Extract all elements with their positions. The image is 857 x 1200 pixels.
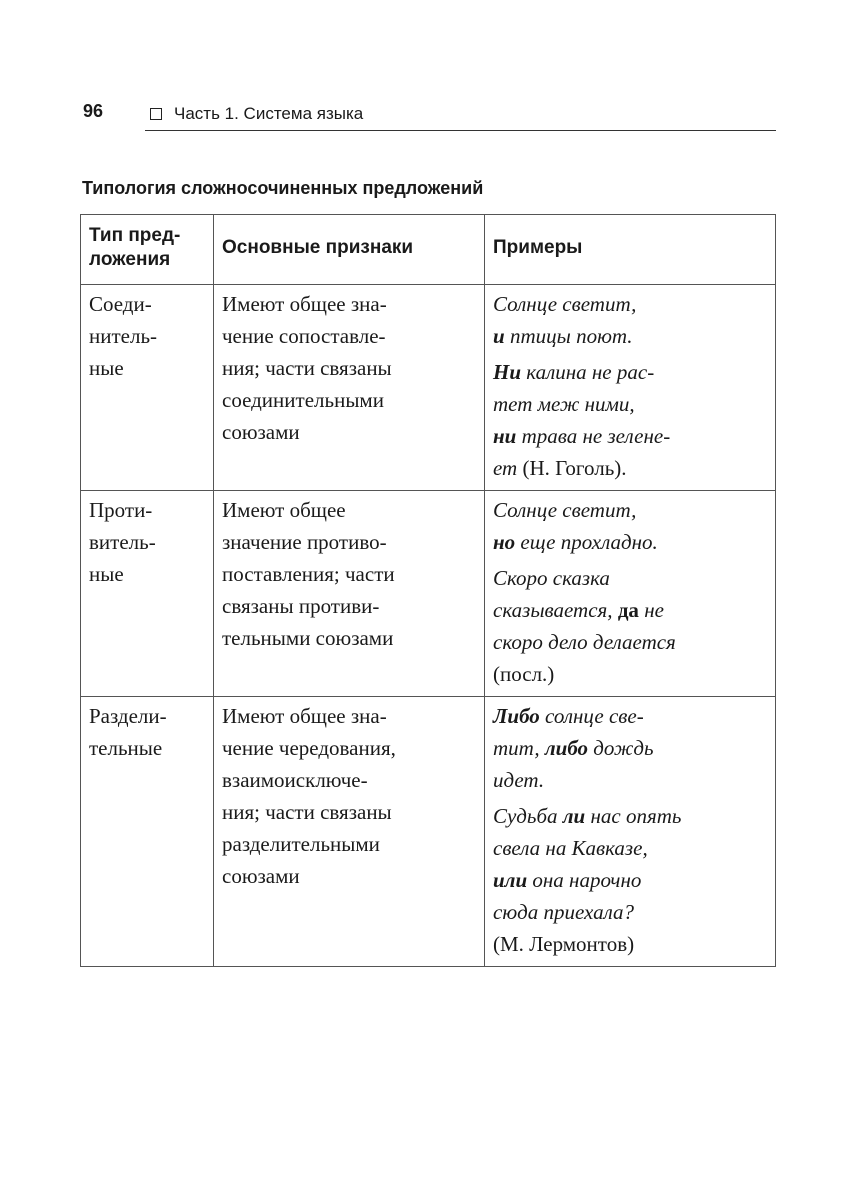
table-row (81, 697, 776, 967)
example-line (493, 626, 767, 658)
example-sentence (493, 800, 767, 960)
example-text: не (638, 598, 664, 622)
example-text: Солнце светит, (493, 498, 637, 522)
example-sentence (493, 700, 767, 796)
features-line: союзами (222, 420, 300, 444)
features-cell (214, 697, 485, 967)
column-header-type (81, 215, 214, 285)
features-cell (214, 491, 485, 697)
type-line: ные (89, 562, 124, 586)
example-text: нас опять (585, 804, 682, 828)
example-text: солнце све- (539, 704, 644, 728)
example-line (493, 494, 767, 526)
example-line (493, 658, 767, 690)
running-header (150, 104, 363, 124)
example-text: идет. (493, 768, 545, 792)
example-line (493, 388, 767, 420)
example-line (493, 764, 767, 796)
square-bullet-icon (150, 108, 162, 120)
example-line (493, 800, 767, 832)
conjunction: или (493, 868, 528, 892)
example-text: свела на Кавказе, (493, 836, 648, 860)
features-line: ния; части связаны (222, 356, 392, 380)
type-cell (81, 491, 214, 697)
example-text: тит, (493, 736, 545, 760)
features-line: союзами (222, 864, 300, 888)
example-sentence (493, 288, 767, 352)
conjunction: но (493, 530, 516, 554)
conjunction: Ни (493, 360, 522, 384)
features-line: соединительными (222, 388, 384, 412)
example-text: еще прохладно. (515, 530, 658, 554)
example-line (493, 732, 767, 764)
features-line: Имеют общее зна- (222, 292, 387, 316)
conjunction: ни (493, 424, 517, 448)
example-text: сказывается, (493, 598, 618, 622)
example-line (493, 562, 767, 594)
examples-cell (485, 285, 776, 491)
example-line (493, 896, 767, 928)
table-row (81, 491, 776, 697)
example-line (493, 832, 767, 864)
features-line: Имеют общее (222, 498, 346, 522)
features-line: взаимоисключе- (222, 768, 368, 792)
example-text: Солнце светит, (493, 292, 637, 316)
example-sentence (493, 494, 767, 558)
type-line: ные (89, 356, 124, 380)
example-text: она нарочно (527, 868, 642, 892)
example-line (493, 526, 767, 558)
conjunction: либо (544, 736, 589, 760)
type-line: Раздели- (89, 704, 167, 728)
conjunction: ли (562, 804, 586, 828)
features-line: ния; части связаны (222, 800, 392, 824)
example-sentence (493, 356, 767, 484)
features-line: поставления; части (222, 562, 395, 586)
example-line (493, 700, 767, 732)
example-line (493, 452, 767, 484)
features-line: связаны противи- (222, 594, 380, 618)
features-line: разделительными (222, 832, 380, 856)
example-text: Судьба (493, 804, 563, 828)
example-text: (М. Лермонтов) (493, 932, 635, 956)
type-cell (81, 285, 214, 491)
features-line: чение чередования, (222, 736, 396, 760)
example-text: (посл.) (493, 662, 555, 686)
running-title: Часть 1. Система языка (174, 104, 364, 123)
features-line: чение сопоставле- (222, 324, 386, 348)
table-header-row (81, 215, 776, 285)
type-line: тельные (89, 736, 163, 760)
type-line: Проти- (89, 498, 153, 522)
column-header-type-text: Тип пред- ложения (89, 225, 181, 270)
example-text: скоро дело делается (493, 630, 676, 654)
header-rule (145, 130, 776, 131)
column-header-features: Основные признаки (214, 215, 485, 285)
conjunction: и (493, 324, 505, 348)
examples-cell (485, 697, 776, 967)
type-line: витель- (89, 530, 156, 554)
conjunction: Либо (493, 704, 540, 728)
features-line: тельными союзами (222, 626, 394, 650)
example-line (493, 928, 767, 960)
example-text: дождь (588, 736, 654, 760)
table-row (81, 285, 776, 491)
examples-cell (485, 491, 776, 697)
example-text: (Н. Гоголь). (517, 456, 627, 480)
example-text: тет меж ними, (493, 392, 635, 416)
example-line (493, 864, 767, 896)
example-line (493, 594, 767, 626)
type-line: Соеди- (89, 292, 152, 316)
example-text: сюда приехала? (493, 900, 635, 924)
features-cell (214, 285, 485, 491)
example-line (493, 288, 767, 320)
example-line (493, 356, 767, 388)
example-text: Скоро сказка (493, 566, 610, 590)
example-sentence (493, 562, 767, 690)
typology-table (80, 214, 776, 967)
table-title: Типология сложносочиненных предложений (82, 178, 484, 198)
type-line: нитель- (89, 324, 158, 348)
conjunction: да (617, 598, 639, 622)
column-header-examples: Примеры (485, 215, 776, 285)
features-line: Имеют общее зна- (222, 704, 387, 728)
example-text: ет (493, 456, 518, 480)
page-number: 96 (83, 101, 104, 121)
example-text: калина не рас- (521, 360, 655, 384)
example-text: птицы поют. (504, 324, 633, 348)
example-line (493, 420, 767, 452)
example-text: трава не зелене- (516, 424, 671, 448)
type-cell (81, 697, 214, 967)
example-line (493, 320, 767, 352)
features-line: значение противо- (222, 530, 387, 554)
